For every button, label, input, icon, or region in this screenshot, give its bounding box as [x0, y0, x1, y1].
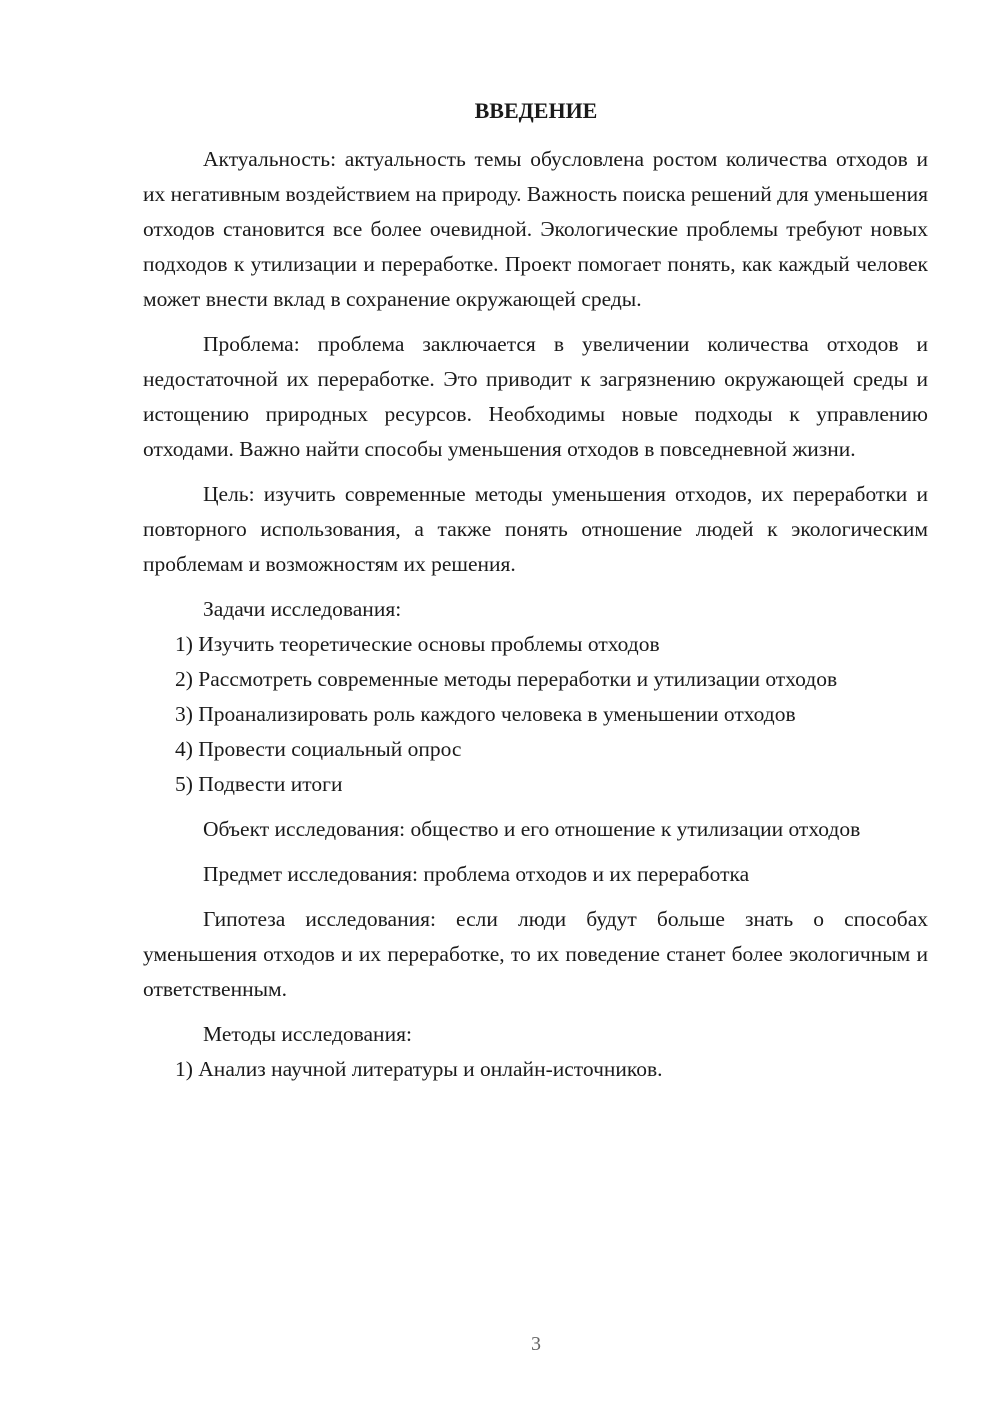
problem-paragraph: Проблема: проблема заключается в увеличении количества отходов и недостаточной их переработке. Это приводит к загрязнению окружающей среды и истощению природных ресурсов. Необходимы новые подходы к управлению отходами. Важно найти способы уменьшения отходов в повседневной жизни. [143, 332, 928, 461]
page-title: ВВЕДЕНИЕ [474, 98, 598, 123]
relevance-paragraph: Актуальность: актуальность темы обусловлена ростом количества отходов и их негативным воздействием на природу. Важность поиска решений для уменьшения отходов становится все более очевидной. Экологические проблемы требуют новых подходов к утилизации и переработке. Проект помогает понять, как каждый человек может внести вклад в сохранение окружающей среды. [143, 147, 928, 311]
task-item-3: 3) Проанализировать роль каждого человека в уменьшении отходов [175, 702, 796, 726]
body-text [143, 142, 928, 1087]
hypothesis-paragraph: Гипотеза исследования: если люди будут больше знать о способах уменьшения отходов и их переработке, то их поведение станет более экологичным и ответственным. [143, 907, 928, 1001]
task-item-1: 1) Изучить теоретические основы проблемы отходов [175, 632, 660, 656]
object-paragraph: Объект исследования: общество и его отношение к утилизации отходов [203, 817, 861, 841]
task-item-5: 5) Подвести итоги [175, 772, 343, 796]
subject-paragraph: Предмет исследования: проблема отходов и их переработка [203, 862, 750, 886]
task-item-4: 4) Провести социальный опрос [175, 737, 462, 761]
goal-paragraph: Цель: изучить современные методы уменьшения отходов, их переработки и повторного использования, а также понять отношение людей к экологическим проблемам и возможностям их решения. [143, 482, 928, 576]
page-number: 3 [531, 1333, 541, 1355]
task-item-2: 2) Рассмотреть современные методы переработки и утилизации отходов [175, 667, 838, 691]
method-item-1: 1) Анализ научной литературы и онлайн-источников. [175, 1057, 663, 1081]
methods-heading: Методы исследования: [203, 1022, 412, 1046]
tasks-heading: Задачи исследования: [203, 597, 402, 621]
